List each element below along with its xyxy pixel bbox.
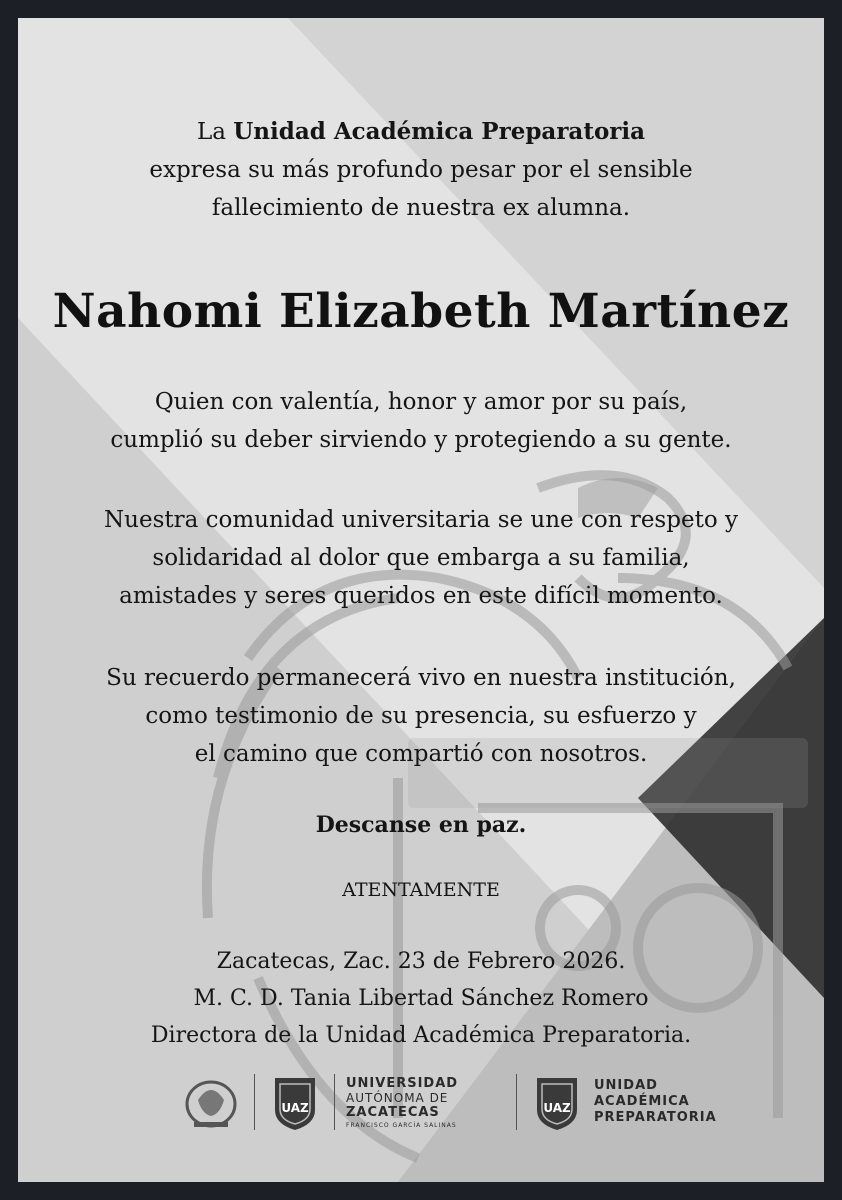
paragraph-3-line: Su recuerdo permanecerá vivo en nuestra institución, [106, 665, 736, 691]
paragraph-1-line: Quien con valentía, honor y amor por su país, [154, 389, 688, 415]
condolence-card [18, 18, 824, 1182]
logo-divider [516, 1074, 517, 1130]
unit-name-line-3: PREPARATORIA [594, 1110, 717, 1125]
university-name-line-3: ZACATECAS [346, 1105, 440, 1120]
paragraph-2-line: amistades y seres queridos en este difícil momento. [119, 583, 723, 609]
uaz-badge-text: UAZ [543, 1101, 571, 1115]
uaz-shield-icon [532, 1072, 582, 1132]
paragraph-3 [18, 659, 824, 773]
signatory-title: Directora de la Unidad Académica Preparatoria. [150, 1023, 692, 1048]
paragraph-2 [18, 501, 824, 615]
logo-divider [334, 1074, 335, 1130]
paragraph-3-line: como testimonio de su presencia, su esfuerzo y [145, 703, 697, 729]
paragraph-2-line: solidaridad al dolor que embarga a su familia, [152, 545, 690, 571]
intro-institution: Unidad Académica Preparatoria [233, 118, 646, 145]
intro-prefix: La [196, 119, 234, 145]
signatory-name: M. C. D. Tania Libertad Sánchez Romero [193, 986, 649, 1011]
rest-in-peace: Descanse en paz. [315, 812, 527, 838]
logo-divider [254, 1074, 255, 1130]
coat-of-arms-icon [180, 1070, 242, 1132]
place-date: Zacatecas, Zac. 23 de Febrero 2026. [216, 949, 626, 974]
signature-block [18, 943, 824, 1054]
intro-line-2: expresa su más profundo pesar por el sensible [149, 157, 693, 183]
university-name-line-1: UNIVERSIDAD [346, 1076, 459, 1091]
university-name-line-2: AUTÓNOMA DE [346, 1091, 449, 1105]
intro-line-1 [18, 113, 824, 151]
unit-name-line-1: UNIDAD [594, 1078, 658, 1093]
uaz-shield-icon [270, 1072, 320, 1132]
paragraph-3-line: el camino que compartió con nosotros. [194, 741, 648, 767]
closing-word: ATENTAMENTE [342, 879, 500, 901]
uaz-badge-text: UAZ [281, 1101, 309, 1115]
deceased-name: Nahomi Elizabeth Martínez [52, 284, 790, 339]
paragraph-1-line: cumplió su deber sirviendo y protegiendo a su gente. [110, 427, 732, 453]
intro-line-3: fallecimiento de nuestra ex alumna. [211, 195, 631, 221]
university-name-line-4: FRANCISCO GARCÍA SALINAS [346, 1122, 457, 1129]
intro-text [18, 113, 824, 227]
paragraph-2-line: Nuestra comunidad universitaria se une con respeto y [104, 507, 738, 533]
unit-name-line-2: ACADÉMICA [594, 1094, 690, 1109]
logo-strip [178, 1068, 738, 1138]
paragraph-1 [18, 383, 824, 459]
